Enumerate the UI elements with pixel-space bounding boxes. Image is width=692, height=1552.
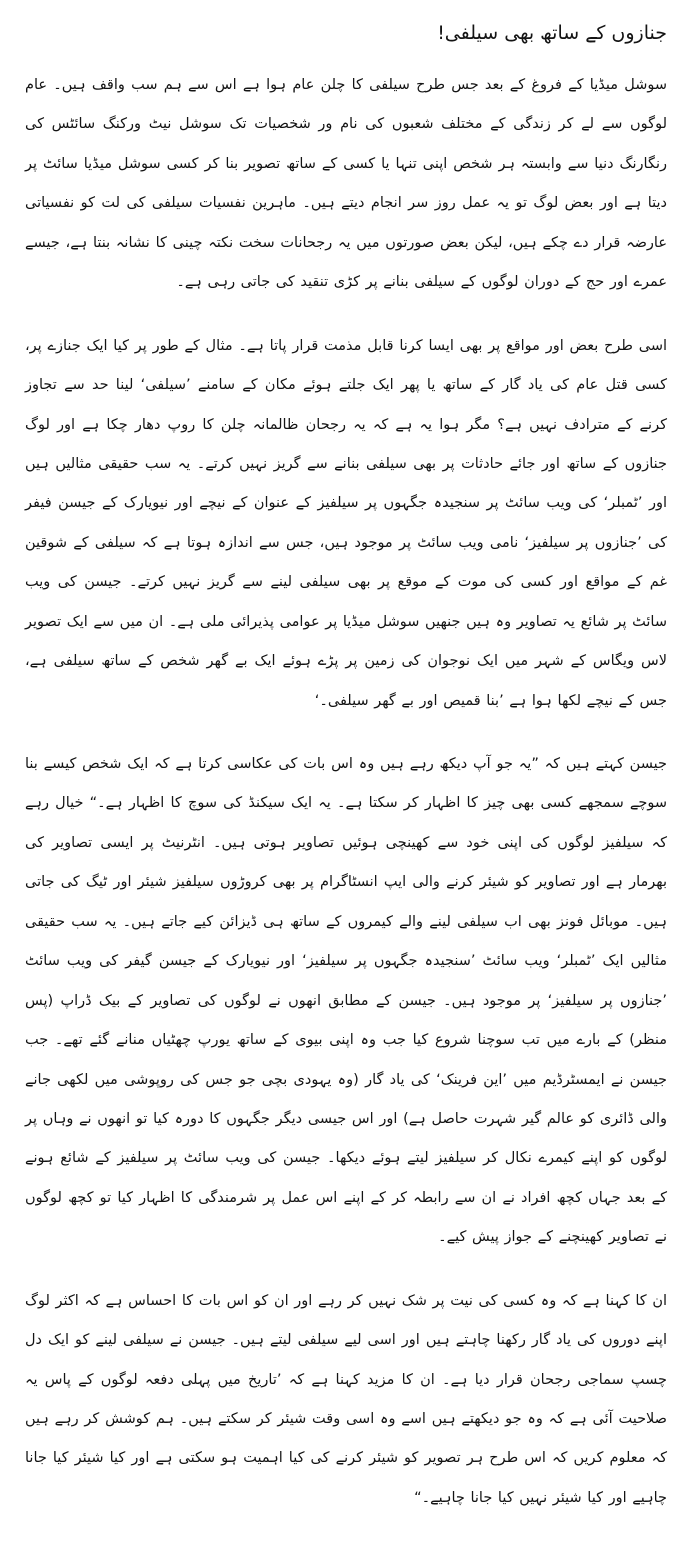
article-paragraph-2: اسی طرح بعض اور مواقع پر بھی ایسا کرنا قابل مذمت قرار پاتا ہے۔ مثال کے طور پر کیا ایک جنازے پر، کسی قتل عام کی یاد گار کے ساتھ یا پھر ایک جلتے ہوئے مکان کے سامنے ’سیلفی‘ لینا حد سے تجاوز کرنے کے مترادف نہیں ہے؟ مگر ہوا یہ ہے کہ یہ رجحان ظالمانہ چلن کا روپ دھار چکا ہے اور لوگ جنازوں کے ساتھ اور جائے حادثات پر بھی سیلفی بنانے سے گریز نہیں کرتے۔ یہ سب حقیقی مثالیں ہیں اور ’ٹمبلر‘ کی ویب سائٹ پر سنجیدہ جگہوں پر سیلفیز کے عنوان کے نیچے اور نیویارک کے جیسن فیفر کی ’جنازوں پر سیلفیز‘ نامی ویب سائٹ پر موجود ہیں، جس سے اندازہ ہوتا ہے کہ سیلفی کے شوقین غم کے مواقع اور کسی کی موت کے موقع پر بھی سیلفی لینے سے گریز نہیں کرتے۔ جیسن کی ویب سائٹ پر شائع یہ تصاویر وہ ہیں جنھیں سوشل میڈیا پر عوامی پذیرائی ملی ہے۔ ان میں سے ایک تصویر لاس ویگاس کے شہر میں ایک نوجوان کی زمین پر پڑے ہوئے ایک بے گھر شخص کے ساتھ سیلفی ہے، جس کے نیچے لکھا ہوا ہے ’بنا قمیص اور بے گھر سیلفی۔‘ xyxy=(25,337,667,709)
article-paragraph-4: ان کا کہنا ہے کہ وہ کسی کی نیت پر شک نہیں کر رہے اور ان کو اس بات کا احساس ہے کہ اکثر لوگ اپنے دوروں کی یاد گار رکھنا چاہتے ہیں اور اسی لیے سیلفی لیتے ہیں۔ جیسن نے سیلفی لینے کو ایک دل چسپ سماجی رجحان قرار دیا ہے۔ ان کا مزید کہنا ہے کہ ’تاریخ میں پہلی دفعہ لوگوں کے پاس یہ صلاحیت آئی ہے کہ وہ جو دیکھتے ہیں اسے وہ اسی وقت شیئر کر سکتے ہیں۔ ہم کوشش کر رہے ہیں کہ معلوم کریں کہ اس طرح ہر تصویر کو شیئر کرنے کی کیا اہمیت ہو سکتی ہے اور کیا شیئر کیا جانا چاہیے اور کیا شیئر نہیں کیا جانا چاہیے۔“ xyxy=(25,1292,667,1506)
article-paragraph-1: سوشل میڈیا کے فروغ کے بعد جس طرح سیلفی کا چلن عام ہوا ہے اس سے ہم سب واقف ہیں۔ عام لوگوں سے لے کر زندگی کے مختلف شعبوں کی نام ور شخصیات تک سوشل نیٹ ورکنگ سائٹس کی رنگارنگ دنیا سے وابستہ ہر شخص اپنی تنہا یا کسی کے ساتھ تصویر بنا کر کسی سوشل میڈیا سائٹ پر دیتا ہے اور بعض لوگ تو یہ عمل روز سر انجام دیتے ہیں۔ ماہرین نفسیات سیلفی کی لت کو نفسیاتی عارضہ قرار دے چکے ہیں، لیکن بعض صورتوں میں یہ رجحانات سخت نکتہ چینی کا نشانہ بنتا ہے، جیسے عمرے اور حج کے دوران لوگوں کے سیلفی بنانے پر کڑی تنقید کی جاتی رہی ہے۔ xyxy=(25,77,667,291)
article-paragraph-3: جیسن کہتے ہیں کہ ”یہ جو آپ دیکھ رہے ہیں وہ اس بات کی عکاسی کرتا ہے کہ ایک شخص کیسے بنا سوچے سمجھے کسی بھی چیز کا اظہار کر سکتا ہے۔ یہ ایک سیکنڈ کی سوچ کا اظہار ہے۔“ خیال رہے کہ سیلفیز لوگوں کی اپنی خود سے کھینچی ہوئیں تصاویر ہوتی ہیں۔ انٹرنیٹ پر ایسی تصاویر کی بھرمار ہے اور تصاویر کو شیئر کرنے والی ایپ انسٹاگرام پر بھی کروڑوں سیلفیز شیئر اور ٹیگ کی جاتی ہیں۔ موبائل فونز بھی اب سیلفی لینے والے کیمروں کے ساتھ ہی ڈیزائن کیے جاتے ہیں۔ یہ سب حقیقی مثالیں ایک ’ٹمبلر‘ ویب سائٹ ’سنجیدہ جگہوں پر سیلفیز‘ اور نیویارک کے جیسن گیفر کی ویب سائٹ ’جنازوں پر سیلفیز‘ پر موجود ہیں۔ جیسن کے مطابق انھوں نے لوگوں کی تصاویر کے بیک ڈراپ (پس منظر) کے بارے میں تب سوچنا شروع کیا جب وہ اپنی بیوی کے ساتھ یورپ چھٹیاں منانے گئے تھے۔ جب جیسن نے ایمسٹرڈیم میں ’این فرینک‘ کی یاد گار (وہ یہودی بچی جو جس کی روپوشی میں لکھی جانے والی ڈائری کو عالم گیر شہرت حاصل ہے) اور اس جیسی دیگر جگہوں کا دورہ کیا تو انھوں نے وہاں پر لوگوں کو اپنے کیمرے نکال کر سیلفیز لیتے ہوئے دیکھا۔ جیسن کی ویب سائٹ پر سیلفیز کے شائع ہونے کے بعد جہاں کچھ افراد نے ان سے رابطہ کر کے اپنے اس عمل پر شرمندگی کا اظہار کیا تو کچھ لوگوں نے تصاویر کھینچنے کے جواز پیش کیے۔ xyxy=(25,756,667,1246)
article-title: جنازوں کے ساتھ بھی سیلفی! xyxy=(437,22,667,44)
